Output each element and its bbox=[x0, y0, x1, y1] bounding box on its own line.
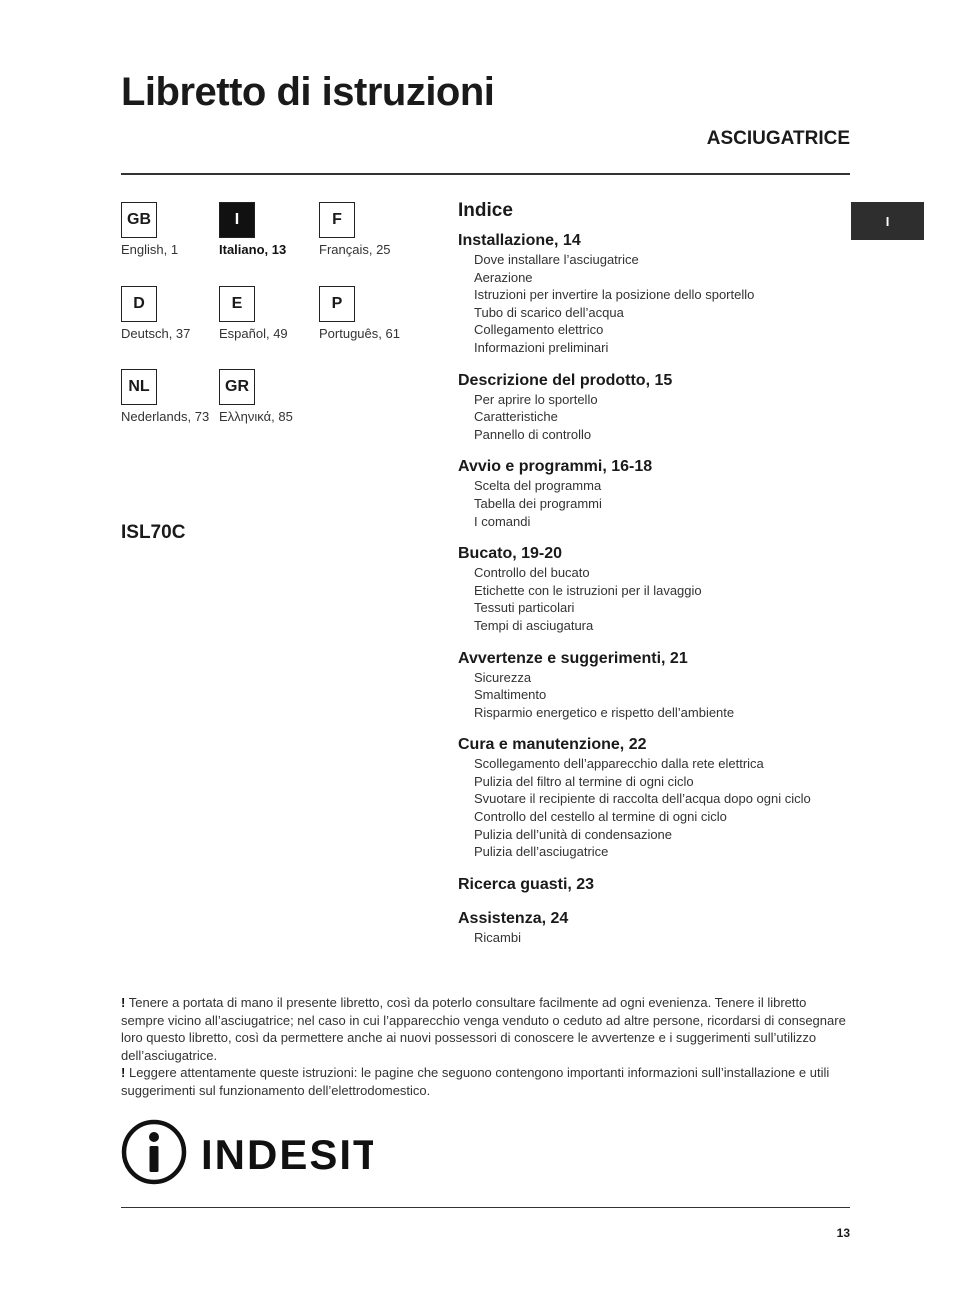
language-code-box: GB bbox=[121, 202, 157, 238]
indesit-i-logo-icon bbox=[124, 1122, 184, 1182]
index-sections bbox=[458, 231, 858, 946]
page-number: 13 bbox=[836, 1226, 850, 1240]
language-selector bbox=[121, 202, 441, 442]
index-section-title[interactable]: Cura e manutenzione, 22 bbox=[458, 736, 647, 754]
language-code-box: D bbox=[121, 286, 157, 322]
index-item[interactable]: Ricambi bbox=[474, 929, 521, 945]
language-item-e[interactable] bbox=[219, 286, 319, 341]
language-code-box: F bbox=[319, 202, 355, 238]
table-of-contents bbox=[458, 200, 858, 960]
index-item[interactable]: Pulizia del filtro al termine di ogni ciclo bbox=[474, 773, 694, 789]
warning-icon: ! bbox=[121, 995, 126, 1010]
notes bbox=[121, 994, 851, 1100]
language-label: Español, 49 bbox=[219, 326, 288, 341]
index-item[interactable]: Tessuti particolari bbox=[474, 600, 575, 616]
index-item[interactable]: Etichette con le istruzioni per il lavaggio bbox=[474, 582, 702, 598]
language-side-tab: I bbox=[851, 202, 924, 240]
header-divider bbox=[121, 173, 850, 175]
index-section-title[interactable]: Descrizione del prodotto, 15 bbox=[458, 371, 673, 389]
footer-divider bbox=[121, 1207, 850, 1208]
index-item[interactable]: Svuotare il recipiente di raccolta dell’acqua dopo ogni ciclo bbox=[474, 791, 811, 807]
index-item[interactable]: Caratteristiche bbox=[474, 409, 558, 425]
index-item[interactable]: Pulizia dell’asciugatrice bbox=[474, 844, 609, 860]
product-category: ASCIUGATRICE bbox=[706, 128, 850, 149]
index-heading: Indice bbox=[458, 200, 513, 221]
indesit-logo bbox=[121, 1117, 373, 1192]
index-item[interactable]: I comandi bbox=[474, 513, 531, 529]
index-section-items bbox=[458, 755, 858, 861]
language-code-box: NL bbox=[121, 369, 157, 405]
language-item-gb[interactable] bbox=[121, 202, 221, 257]
index-section bbox=[458, 231, 858, 357]
language-label: Ελληνικά, 85 bbox=[219, 409, 293, 424]
page-title: Libretto di istruzioni bbox=[121, 70, 495, 114]
index-section bbox=[458, 544, 858, 634]
model-name: ISL70C bbox=[121, 522, 186, 543]
index-section bbox=[458, 457, 858, 530]
language-label: Português, 61 bbox=[319, 326, 400, 341]
index-section bbox=[458, 735, 858, 861]
index-item[interactable]: Tubo di scarico dell’acqua bbox=[474, 304, 624, 320]
index-item[interactable]: Smaltimento bbox=[474, 687, 547, 703]
index-section-items bbox=[458, 251, 858, 357]
language-label: Français, 25 bbox=[319, 242, 391, 257]
index-item[interactable]: Scelta del programma bbox=[474, 478, 602, 494]
index-item[interactable]: Informazioni preliminari bbox=[474, 339, 609, 355]
index-section-items bbox=[458, 477, 858, 530]
index-section bbox=[458, 875, 858, 895]
language-label: English, 1 bbox=[121, 242, 179, 257]
index-item[interactable]: Pannello di controllo bbox=[474, 426, 592, 442]
index-section-title[interactable]: Bucato, 19-20 bbox=[458, 545, 563, 563]
index-item[interactable]: Controllo del bucato bbox=[474, 565, 590, 581]
language-code-box: GR bbox=[219, 369, 255, 405]
index-section bbox=[458, 909, 858, 947]
warning-icon: ! bbox=[121, 1065, 126, 1081]
language-item-f[interactable] bbox=[319, 202, 419, 257]
index-section-items bbox=[458, 929, 858, 947]
index-item[interactable]: Tempi di asciugatura bbox=[474, 617, 594, 633]
index-item[interactable]: Aerazione bbox=[474, 269, 533, 285]
index-item[interactable]: Per aprire lo sportello bbox=[474, 391, 598, 407]
logo-wordmark: INDESIT bbox=[201, 1131, 373, 1178]
language-code-box: E bbox=[219, 286, 255, 322]
language-label: Deutsch, 37 bbox=[121, 326, 191, 341]
index-item[interactable]: Tabella dei programmi bbox=[474, 495, 602, 511]
index-item[interactable]: Controllo del cestello al termine di ogni ciclo bbox=[474, 809, 727, 825]
index-section-items bbox=[458, 391, 858, 444]
note-text: Leggere attentamente queste istruzioni: le pagine che seguono contengono importanti informazioni sull’installazione e utili suggerimenti sul funzionamento dell’elettrodomestico. bbox=[121, 1065, 830, 1098]
note-text: Tenere a portata di mano il presente libretto, così da poterlo consultare facilmente ad ogni evenienza. Tenere il libretto sempre vicino all’asciugatrice; nel caso in cui l’apparecchio venga venduto o ceduto ad altre persone, ricordarsi di consegnare loro questo libretto, così da permettere anche ai nuovi possessori di conoscere le avvertenze e i suggerimenti sull’utilizzo dell’asciugatrice. bbox=[121, 995, 846, 1063]
index-item[interactable]: Istruzioni per invertire la posizione dello sportello bbox=[474, 287, 755, 303]
language-item-nl[interactable] bbox=[121, 369, 221, 424]
index-item[interactable]: Pulizia dell’unità di condensazione bbox=[474, 826, 673, 842]
index-section-title[interactable]: Installazione, 14 bbox=[458, 232, 581, 249]
language-item-d[interactable] bbox=[121, 286, 221, 341]
note-paragraph bbox=[121, 1064, 851, 1099]
index-item[interactable]: Dove installare l’asciugatrice bbox=[474, 252, 639, 267]
language-code-box: I bbox=[219, 202, 255, 238]
index-section-title[interactable]: Avvertenze e suggerimenti, 21 bbox=[458, 649, 688, 667]
language-item-i[interactable] bbox=[219, 202, 319, 257]
language-item-gr[interactable] bbox=[219, 369, 319, 424]
index-section-items bbox=[458, 564, 858, 634]
index-item[interactable]: Sicurezza bbox=[474, 669, 532, 685]
brand-logo-graphic bbox=[121, 1117, 373, 1187]
index-section-title[interactable]: Avvio e programmi, 16-18 bbox=[458, 458, 653, 476]
index-section-title[interactable]: Assistenza, 24 bbox=[458, 909, 569, 927]
index-item[interactable]: Collegamento elettrico bbox=[474, 322, 604, 338]
index-section-items bbox=[458, 669, 858, 722]
index-item[interactable]: Risparmio energetico e rispetto dell’ambiente bbox=[474, 704, 735, 720]
note-paragraph bbox=[121, 994, 851, 1064]
index-item[interactable]: Scollegamento dell’apparecchio dalla rete elettrica bbox=[474, 756, 764, 772]
language-label: Nederlands, 73 bbox=[121, 409, 210, 424]
index-section bbox=[458, 371, 858, 444]
language-code-box: P bbox=[319, 286, 355, 322]
index-section-title[interactable]: Ricerca guasti, 23 bbox=[458, 875, 595, 893]
index-section bbox=[458, 649, 858, 722]
language-label: Italiano, 13 bbox=[219, 242, 287, 257]
language-item-p[interactable] bbox=[319, 286, 419, 341]
